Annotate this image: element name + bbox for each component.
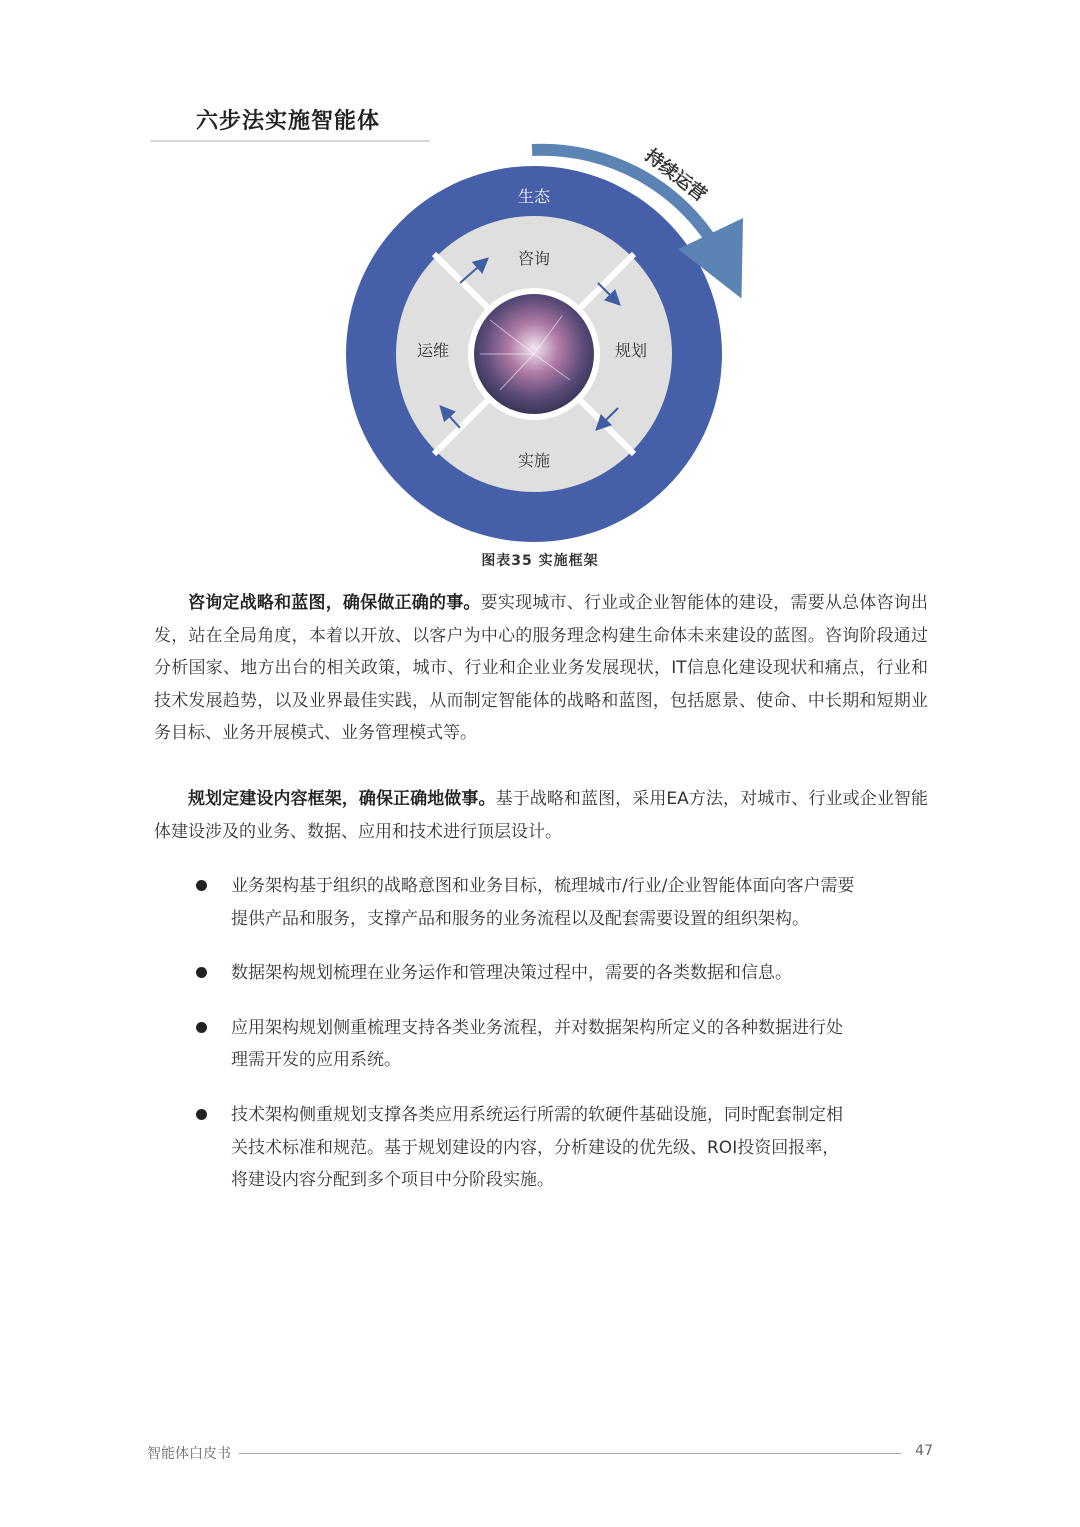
paragraph-lead: 咨询定战略和蓝图，确保做正确的事。 xyxy=(188,593,481,613)
quadrant-label-planning: 规划 xyxy=(614,341,648,360)
ring-label-ecosystem: 生态 xyxy=(517,187,551,206)
paragraph-planning xyxy=(154,783,928,848)
bullet-icon xyxy=(196,880,207,891)
footer-divider xyxy=(239,1453,901,1454)
page-number: 47 xyxy=(915,1443,933,1459)
quadrant-label-consulting: 咨询 xyxy=(517,249,551,268)
section-title: 六步法实施智能体 xyxy=(196,109,381,134)
list-item-text: 业务架构基于组织的战略意图和业务目标，梳理城市/行业/企业智能体面向客户需要提供产品和服务，支撑产品和服务的业务流程以及配套需要设置的组织架构。 xyxy=(231,876,855,929)
figure-caption: 图表35 实施框架 xyxy=(481,553,599,569)
paragraph-text: 基于战略和蓝图，采用EA方法，对城市、行业或企业智能体建设涉及的业务、数据、应用和技术进行顶层设计。 xyxy=(154,789,929,842)
list-item xyxy=(196,1099,856,1197)
architecture-bullet-list xyxy=(196,870,856,1219)
list-item xyxy=(196,1012,856,1077)
list-item-text: 数据架构规划梳理在业务运作和管理决策过程中，需要的各类数据和信息。 xyxy=(231,963,792,984)
bullet-icon xyxy=(196,1022,207,1033)
arc-label: 持续运营 xyxy=(640,145,711,206)
bullet-icon xyxy=(196,967,207,978)
bullet-icon xyxy=(196,1109,207,1120)
list-item xyxy=(196,870,856,935)
paragraph-text: 要实现城市、行业或企业智能体的建设，需要从总体咨询出发，站在全局角度，本着以开放、以客户为中心的服务理念构建生命体未来建设的蓝图。咨询阶段通过分析国家、地方出台的相关政策，城市、行业和企业业务发展现状，IT信息化建设现状和痛点，行业和技术发展趋势，以及业界最佳实践，从而制定智能体的战略和蓝图，包括愿景、使命、中长期和短期业务目标、业务开展模式、业务管理模式等。 xyxy=(154,593,929,744)
quadrant-label-implementation: 实施 xyxy=(517,451,551,470)
list-item xyxy=(196,957,856,990)
list-item-text: 应用架构规划侧重梳理支持各类业务流程，并对数据架构所定义的各种数据进行处理需开发的应用系统。 xyxy=(231,1017,843,1071)
paragraph-consulting xyxy=(154,587,928,750)
quadrant-label-operations: 运维 xyxy=(416,341,450,360)
list-item-text: 技术架构侧重规划支撑各类应用系统运行所需的软硬件基础设施，同时配套制定相关技术标准和规范。基于规划建设的内容，分析建设的优先级、ROI投资回报率，将建设内容分配到多个项目中分阶段实施。 xyxy=(231,1104,843,1191)
implementation-framework-diagram xyxy=(330,140,750,550)
page-footer xyxy=(147,1443,933,1463)
footer-title: 智能体白皮书 xyxy=(147,1446,231,1462)
paragraph-lead: 规划定建设内容框架，确保正确地做事。 xyxy=(188,789,496,809)
